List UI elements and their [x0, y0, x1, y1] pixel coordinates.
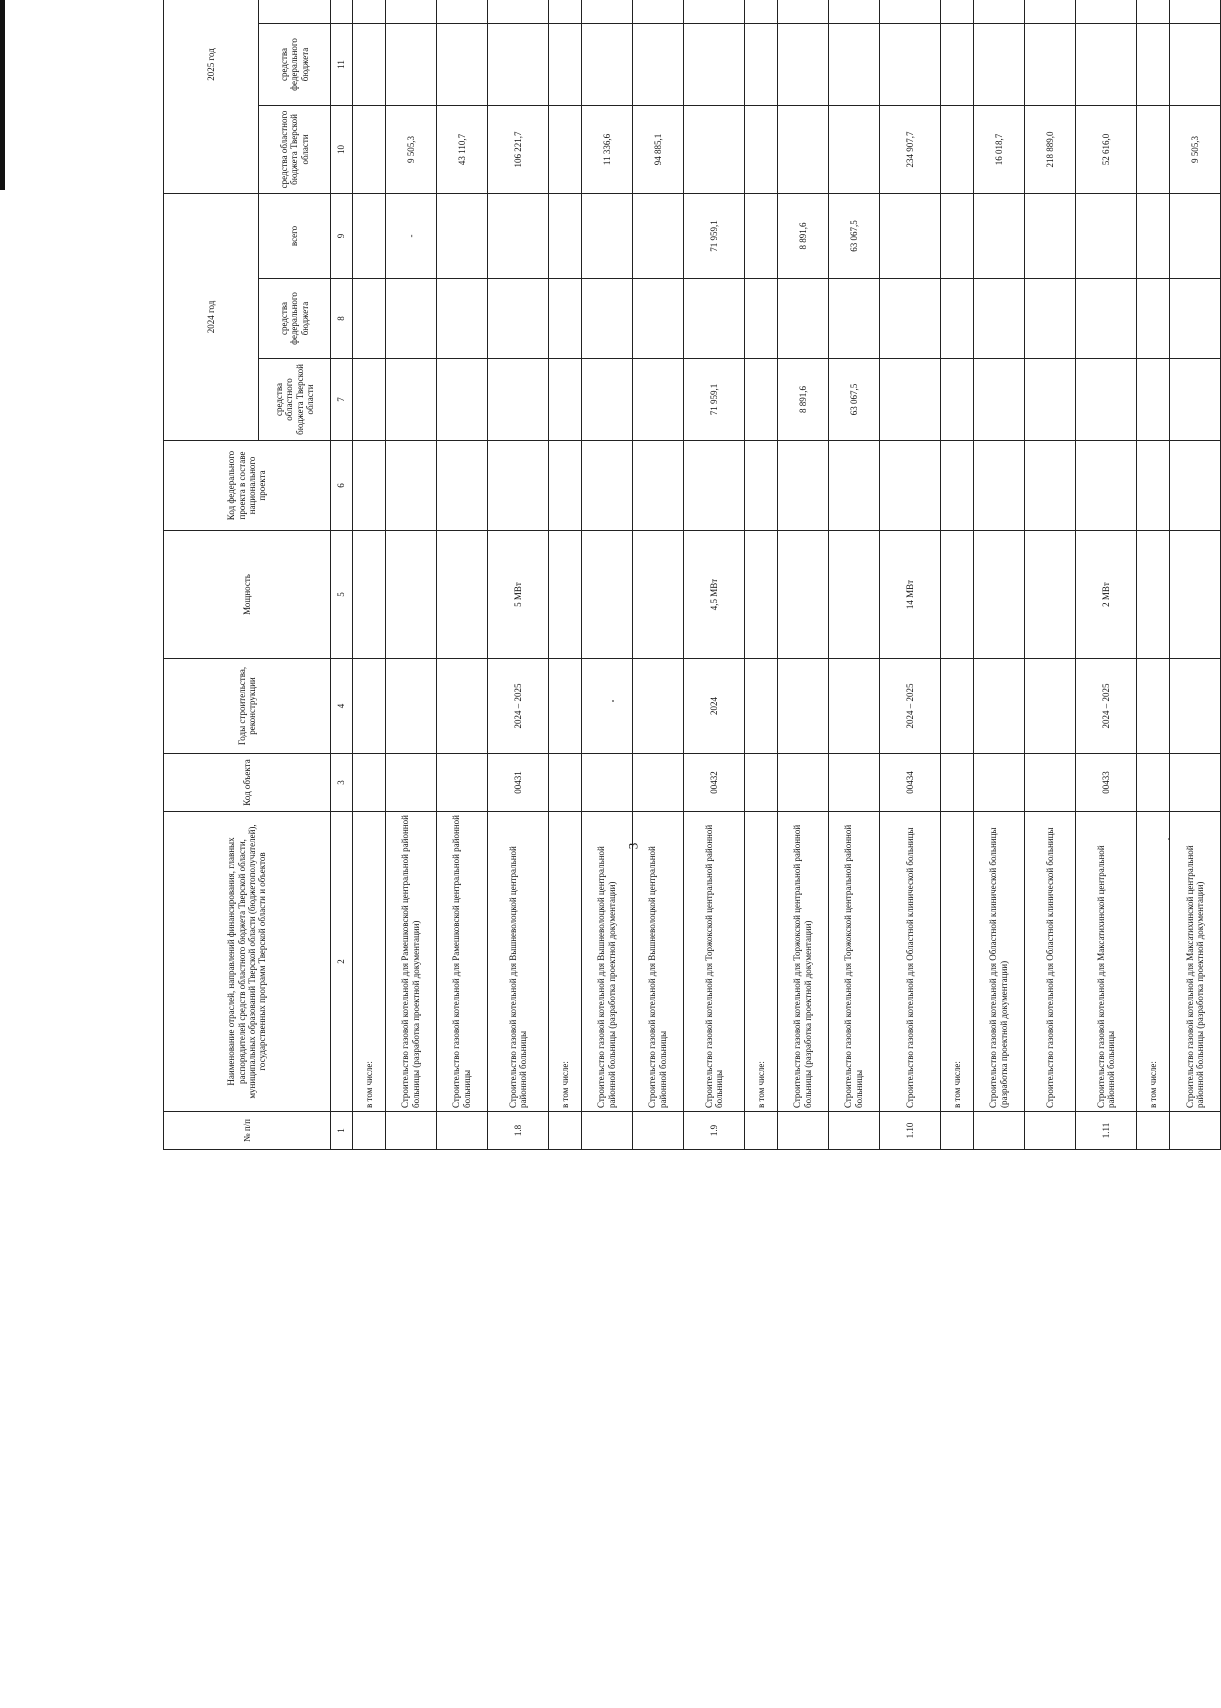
column-number: 7 [331, 359, 353, 441]
cell-t24 [436, 193, 487, 278]
cell-t25 [1075, 0, 1136, 23]
cell-f25 [1075, 23, 1136, 105]
cell-t24 [549, 193, 582, 278]
cell-t24 [973, 193, 1024, 278]
cell-name: Строительство газовой котельной для Торжокской центральной районной больницы [828, 812, 879, 1112]
cell-years [632, 659, 683, 754]
cell-years [353, 659, 386, 754]
cell-f25 [828, 23, 879, 105]
cell-f25 [745, 23, 778, 105]
table-row [973, 0, 1024, 1150]
cell-code: 00433 [1075, 754, 1136, 812]
cell-fed [1075, 441, 1136, 531]
header-name: Наименование отраслей, направлений финансирования, главных распорядителей средств областного бюджета Тверской области, муниципальных образований Тверской области (бюджетополучателей), государственных программ Тверской области и объектов [164, 812, 331, 1112]
cell-r24: 8 891,6 [777, 359, 828, 441]
cell-t24: 63 067,5 [828, 193, 879, 278]
cell-code [828, 754, 879, 812]
cell-t25 [1137, 0, 1170, 23]
cell-name: Строительство газовой котельной для Вышневолоцкой центральной районной больницы [487, 812, 548, 1112]
cell-r25: 16 018,7 [973, 105, 1024, 193]
cell-num [549, 1112, 582, 1150]
cell-fed [777, 441, 828, 531]
cell-code [973, 754, 1024, 812]
cell-code [436, 754, 487, 812]
cell-f25 [941, 23, 974, 105]
cell-t24 [353, 193, 386, 278]
cell-num [777, 1112, 828, 1150]
cell-fed [549, 441, 582, 531]
cell-years: 2024 – 2025 [879, 659, 940, 754]
cell-num [1137, 1112, 1170, 1150]
column-number: 10 [331, 105, 353, 193]
cell-capacity [777, 531, 828, 659]
cell-years [973, 659, 1024, 754]
cell-num [581, 1112, 632, 1150]
column-number-row [331, 0, 353, 1150]
table-row [353, 0, 386, 1150]
cell-f24 [683, 279, 744, 359]
header-num: № п/п [164, 1112, 331, 1150]
cell-t25 [745, 0, 778, 23]
cell-f25 [1169, 23, 1220, 105]
cell-code [941, 754, 974, 812]
cell-num: 1.8 [487, 1112, 548, 1150]
column-number: 3 [331, 754, 353, 812]
cell-r24 [385, 359, 436, 441]
cell-capacity [436, 531, 487, 659]
cell-years: 2024 – 2025 [487, 659, 548, 754]
cell-t24 [1024, 193, 1075, 278]
cell-f25 [1024, 23, 1075, 105]
cell-r24 [1024, 359, 1075, 441]
column-number [331, 0, 353, 23]
cell-f25 [549, 23, 582, 105]
cell-f25 [973, 23, 1024, 105]
cell-f24 [385, 279, 436, 359]
cell-t25 [683, 0, 744, 23]
cell-r25: 9 505,3 [1169, 105, 1220, 193]
cell-t25 [941, 0, 974, 23]
cell-capacity [1169, 531, 1220, 659]
cell-r24 [1169, 359, 1220, 441]
cell-t25 [436, 0, 487, 23]
cell-r24 [581, 359, 632, 441]
table-row [1169, 0, 1220, 1150]
cell-f25 [683, 23, 744, 105]
cell-years [828, 659, 879, 754]
cell-fed [436, 441, 487, 531]
cell-capacity [385, 531, 436, 659]
column-number: 6 [331, 441, 353, 531]
cell-capacity [973, 531, 1024, 659]
cell-r24: 63 067,5 [828, 359, 879, 441]
cell-f25 [879, 23, 940, 105]
cell-fed [745, 441, 778, 531]
cell-t25 [1024, 0, 1075, 23]
table-row [632, 0, 683, 1150]
cell-t24 [1075, 193, 1136, 278]
cell-name: Строительство газовой котельной для Рамешковской центральной районной больницы (разработка проектной документации) [385, 812, 436, 1112]
cell-years [745, 659, 778, 754]
cell-f25 [1137, 23, 1170, 105]
header-year-2025: 2025 год [164, 0, 259, 193]
cell-f25 [385, 23, 436, 105]
page-number: 3 [625, 842, 641, 850]
cell-years [581, 659, 632, 754]
cell-f25 [777, 23, 828, 105]
cell-t25 [581, 0, 632, 23]
cell-capacity [828, 531, 879, 659]
cell-capacity: 2 МВт [1075, 531, 1136, 659]
table-row [879, 0, 940, 1150]
cell-f24 [581, 279, 632, 359]
cell-code [632, 754, 683, 812]
cell-r25: 106 221,7 [487, 105, 548, 193]
cell-t24: 8 891,6 [777, 193, 828, 278]
cell-t25 [1169, 0, 1220, 23]
cell-capacity [1137, 531, 1170, 659]
header-total-2024: всего [259, 193, 331, 278]
table-row [745, 0, 778, 1150]
cell-r25: 9 505,3 [385, 105, 436, 193]
cell-t24: - [385, 193, 436, 278]
header-federal-2025: средства федерального бюджета [259, 23, 331, 105]
cell-r25: 11 336,6 [581, 105, 632, 193]
cell-num [436, 1112, 487, 1150]
cell-t25 [879, 0, 940, 23]
column-number: 4 [331, 659, 353, 754]
cell-code [549, 754, 582, 812]
cell-fed [828, 441, 879, 531]
cell-capacity [1024, 531, 1075, 659]
table-row [683, 0, 744, 1150]
header-regional-2025: средства областного бюджета Тверской области [259, 105, 331, 193]
table-row [549, 0, 582, 1150]
cell-years [1137, 659, 1170, 754]
cell-years [436, 659, 487, 754]
cell-code: 00434 [879, 754, 940, 812]
cell-num [941, 1112, 974, 1150]
column-number: 1 [331, 1112, 353, 1150]
header-code: Код объекта [164, 754, 331, 812]
cell-r24 [1137, 359, 1170, 441]
cell-r25 [828, 105, 879, 193]
rotated-table-container [163, 0, 1221, 1150]
table-body [353, 0, 1221, 1150]
cell-code [1024, 754, 1075, 812]
cell-name: Строительство газовой котельной для Областной клинической больницы (разработка проектной документации) [973, 812, 1024, 1112]
cell-r25: 218 889,0 [1024, 105, 1075, 193]
cell-f25 [581, 23, 632, 105]
cell-num [1169, 1112, 1220, 1150]
cell-t25 [777, 0, 828, 23]
cell-fed [879, 441, 940, 531]
cell-r25 [777, 105, 828, 193]
cell-t25 [353, 0, 386, 23]
cell-t24 [941, 193, 974, 278]
cell-f24 [1075, 279, 1136, 359]
cell-fed [941, 441, 974, 531]
column-number: 8 [331, 279, 353, 359]
cell-name: Строительство газовой котельной для Вышневолоцкой центральной районной больницы (разработка проектной документации) [581, 812, 632, 1112]
cell-t24 [487, 193, 548, 278]
cell-t24: 71 959,1 [683, 193, 744, 278]
cell-f24 [973, 279, 1024, 359]
cell-years: 2024 [683, 659, 744, 754]
cell-years [385, 659, 436, 754]
cell-f24 [1024, 279, 1075, 359]
cell-f24 [353, 279, 386, 359]
cell-f24 [436, 279, 487, 359]
cell-r24 [1075, 359, 1136, 441]
cell-r24 [549, 359, 582, 441]
cell-f24 [487, 279, 548, 359]
cell-name: в том числе: [549, 812, 582, 1112]
cell-f25 [487, 23, 548, 105]
cell-fed [973, 441, 1024, 531]
header-year-2024: 2024 год [164, 193, 259, 440]
cell-fed [1137, 441, 1170, 531]
cell-t24 [1137, 193, 1170, 278]
cell-r25 [941, 105, 974, 193]
cell-r25 [549, 105, 582, 193]
cell-capacity [581, 531, 632, 659]
table-row [581, 0, 632, 1150]
cell-num [1024, 1112, 1075, 1150]
header-regional-2024: средства областного бюджета Тверской области [259, 359, 331, 441]
cell-r25: 43 110,7 [436, 105, 487, 193]
table-row [777, 0, 828, 1150]
table-row [1075, 0, 1136, 1150]
cell-code [353, 754, 386, 812]
cell-num [353, 1112, 386, 1150]
cell-years [549, 659, 582, 754]
table-row [1024, 0, 1075, 1150]
cell-f24 [777, 279, 828, 359]
cell-name: Строительство газовой котельной для Максатихинской центральной районной больницы (разработка проектной документации) [1169, 812, 1220, 1112]
header-row-1 [164, 0, 259, 1150]
cell-f25 [632, 23, 683, 105]
cell-r24 [436, 359, 487, 441]
cell-fed [1024, 441, 1075, 531]
header-fed-code: Код федерального проекта в составе национального проекта [164, 441, 331, 531]
cell-r25: 52 616,0 [1075, 105, 1136, 193]
cell-t25 [385, 0, 436, 23]
table-row [1137, 0, 1170, 1150]
cell-code: 00431 [487, 754, 548, 812]
cell-name: Строительство газовой котельной для Торжокской центральной районной больницы [683, 812, 744, 1112]
cell-r24 [973, 359, 1024, 441]
column-number: 9 [331, 193, 353, 278]
cell-t24 [879, 193, 940, 278]
scan-margin-mark [0, 0, 5, 190]
cell-capacity [941, 531, 974, 659]
cell-f24 [1137, 279, 1170, 359]
cell-f24 [828, 279, 879, 359]
column-number: 5 [331, 531, 353, 659]
column-number: 2 [331, 812, 353, 1112]
cell-fed [1169, 441, 1220, 531]
cell-r25 [683, 105, 744, 193]
cell-num [385, 1112, 436, 1150]
header-years: Годы строительства, реконструкции [164, 659, 331, 754]
table-row [941, 0, 974, 1150]
cell-r25: 234 907,7 [879, 105, 940, 193]
cell-fed [683, 441, 744, 531]
cell-fed [385, 441, 436, 531]
cell-r25 [353, 105, 386, 193]
cell-name: Строительство газовой котельной для Областной клинической больницы [879, 812, 940, 1112]
cell-num: 1.10 [879, 1112, 940, 1150]
cell-f24 [745, 279, 778, 359]
rotated-table-wrapper [163, 38, 1221, 1529]
cell-code [581, 754, 632, 812]
cell-name: в том числе: [1137, 812, 1170, 1112]
cell-name: Строительство газовой котельной для Рамешковской центральной районной больницы [436, 812, 487, 1112]
header-total-2025 [259, 0, 331, 23]
cell-t25 [973, 0, 1024, 23]
cell-name: Строительство газовой котельной для Торжокской центральной районной больницы (разработка проектной документации) [777, 812, 828, 1112]
cell-code [1169, 754, 1220, 812]
cell-t24 [1169, 193, 1220, 278]
cell-code [745, 754, 778, 812]
cell-f24 [879, 279, 940, 359]
header-federal-2024: средства федерального бюджета [259, 279, 331, 359]
cell-capacity: 14 МВт [879, 531, 940, 659]
cell-fed [632, 441, 683, 531]
cell-fed [353, 441, 386, 531]
cell-t25 [828, 0, 879, 23]
column-number: 11 [331, 23, 353, 105]
cell-f25 [353, 23, 386, 105]
cell-code [385, 754, 436, 812]
cell-years [777, 659, 828, 754]
cell-capacity [353, 531, 386, 659]
cell-code: 00432 [683, 754, 744, 812]
cell-t24 [632, 193, 683, 278]
cell-r24 [632, 359, 683, 441]
cell-t25 [549, 0, 582, 23]
cell-r25 [1137, 105, 1170, 193]
cell-code [777, 754, 828, 812]
cell-name: в том числе: [353, 812, 386, 1112]
cell-years [1169, 659, 1220, 754]
cell-num [973, 1112, 1024, 1150]
cell-t25 [487, 0, 548, 23]
cell-years [1024, 659, 1075, 754]
cell-num [632, 1112, 683, 1150]
cell-years: 2024 – 2025 [1075, 659, 1136, 754]
cell-code [1137, 754, 1170, 812]
cell-r24 [745, 359, 778, 441]
cell-f25 [436, 23, 487, 105]
cell-num [828, 1112, 879, 1150]
cell-t24 [581, 193, 632, 278]
cell-r25 [745, 105, 778, 193]
cell-f24 [1169, 279, 1220, 359]
cell-fed [581, 441, 632, 531]
cell-t24 [745, 193, 778, 278]
cell-name: в том числе: [941, 812, 974, 1112]
header-capacity: Мощность [164, 531, 331, 659]
table-row [436, 0, 487, 1150]
cell-capacity [632, 531, 683, 659]
cell-capacity [549, 531, 582, 659]
cell-f24 [549, 279, 582, 359]
cell-years [941, 659, 974, 754]
cell-num: 1.11 [1075, 1112, 1136, 1150]
cell-name: Строительство газовой котельной для Максатихинской центральной районной больницы [1075, 812, 1136, 1112]
table-row [487, 0, 548, 1150]
cell-f24 [632, 279, 683, 359]
cell-r24 [353, 359, 386, 441]
budget-table [163, 0, 1221, 1150]
cell-r24: 71 959,1 [683, 359, 744, 441]
cell-name: Строительство газовой котельной для Вышневолоцкой центральной районной больницы [632, 812, 683, 1112]
cell-name: в том числе: [745, 812, 778, 1112]
cell-r24 [879, 359, 940, 441]
table-row [385, 0, 436, 1150]
cell-r24 [941, 359, 974, 441]
cell-r24 [487, 359, 548, 441]
table-row [828, 0, 879, 1150]
cell-capacity: 5 МВт [487, 531, 548, 659]
cell-num: 1.9 [683, 1112, 744, 1150]
cell-t25 [632, 0, 683, 23]
cell-capacity: 4,5 МВт [683, 531, 744, 659]
cell-capacity [745, 531, 778, 659]
cell-name: Строительство газовой котельной для Областной клинической больницы [1024, 812, 1075, 1112]
cell-fed [487, 441, 548, 531]
cell-f24 [941, 279, 974, 359]
cell-r25: 94 885,1 [632, 105, 683, 193]
cell-num [745, 1112, 778, 1150]
